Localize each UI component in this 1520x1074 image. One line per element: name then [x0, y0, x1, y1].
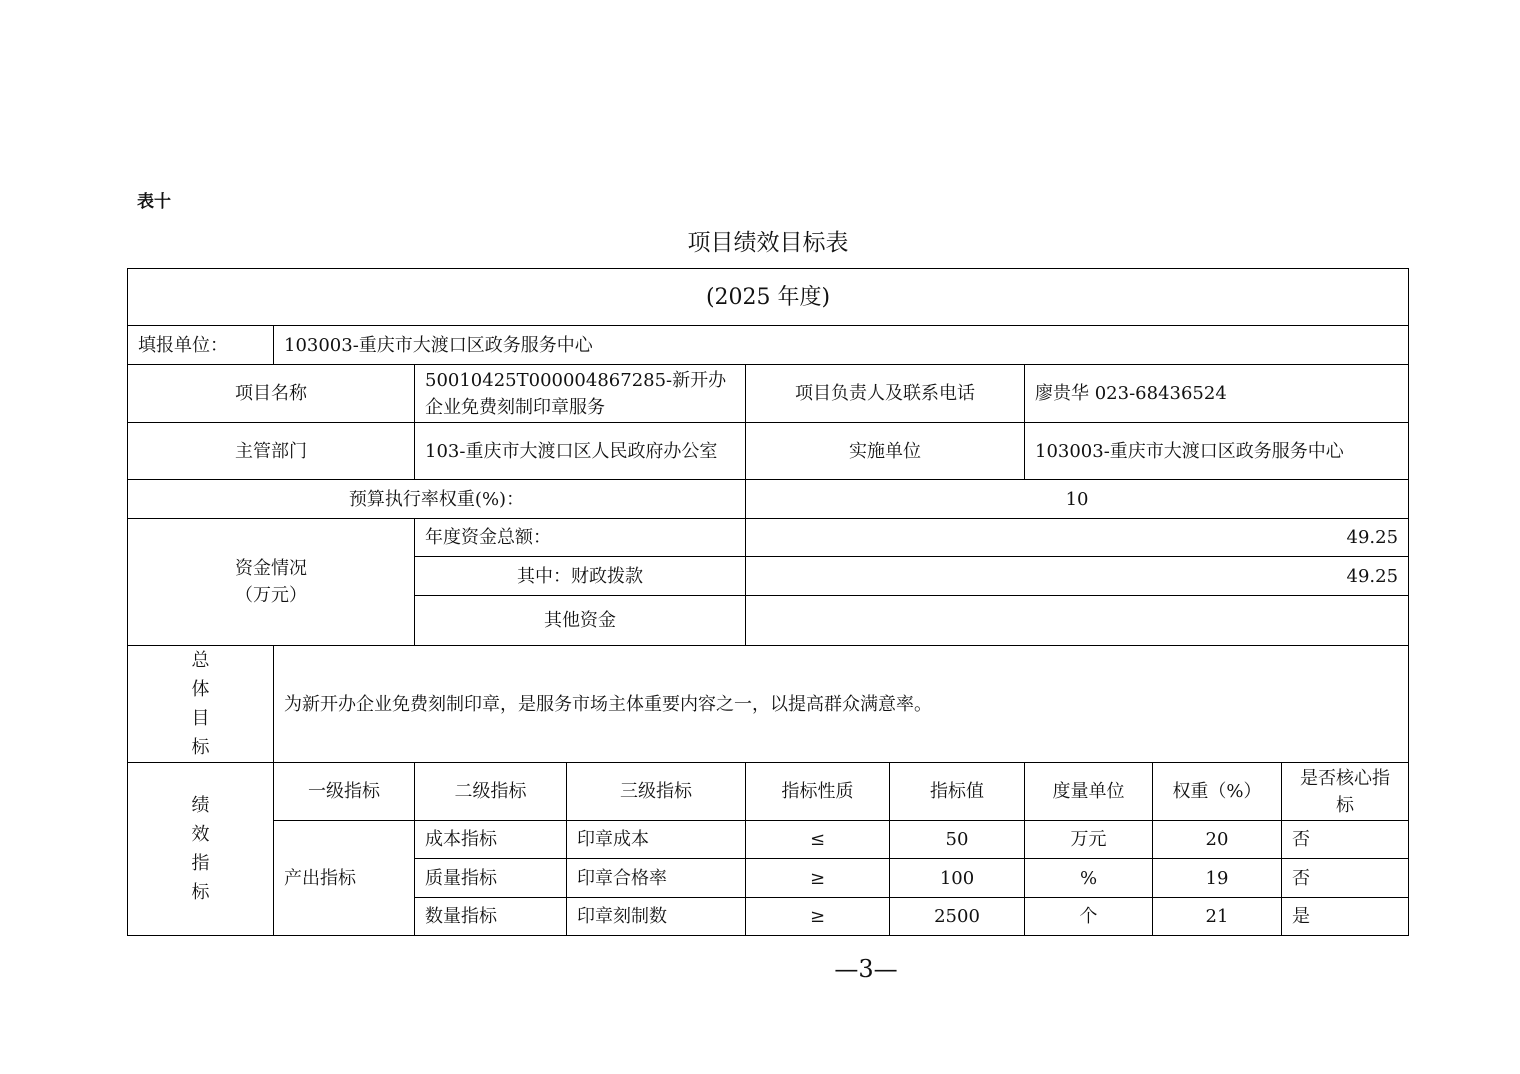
row-unit: %	[1025, 859, 1153, 898]
contact-label: 项目负责人及联系电话	[746, 365, 1025, 423]
annual-total-value: 49.25	[746, 519, 1409, 557]
header-level2: 二级指标	[415, 763, 567, 821]
fiscal-value: 49.25	[746, 557, 1409, 596]
impl-label: 实施单位	[746, 423, 1025, 480]
row-value: 100	[890, 859, 1025, 898]
overall-goal-text: 为新开办企业免费刻制印章，是服务市场主体重要内容之一，以提高群众满意率。	[274, 646, 1409, 763]
header-level3: 三级指标	[567, 763, 746, 821]
header-value: 指标值	[890, 763, 1025, 821]
funds-title: 资金情况	[235, 558, 307, 579]
indicators-label: 绩效指标	[128, 763, 274, 936]
impl-value: 103003-重庆市大渡口区政务服务中心	[1025, 423, 1409, 480]
row-level3: 印章合格率	[567, 859, 746, 898]
header-level1: 一级指标	[274, 763, 415, 821]
row-level2: 数量指标	[415, 898, 567, 936]
funds-label	[128, 519, 415, 646]
document-title: 项目绩效目标表	[687, 230, 849, 256]
project-name-value: 50010425T000004867285-新开办企业免费刻制印章服务	[415, 365, 746, 423]
row-core: 否	[1282, 821, 1409, 859]
row-weight: 19	[1153, 859, 1282, 898]
row-nature: ≥	[746, 898, 890, 936]
row-nature: ≥	[746, 859, 890, 898]
level1-output: 产出指标	[274, 821, 415, 936]
row-nature: ≤	[746, 821, 890, 859]
header-nature: 指标性质	[746, 763, 890, 821]
row-weight: 21	[1153, 898, 1282, 936]
page-number: —3—	[834, 955, 898, 983]
other-funds-value	[746, 596, 1409, 646]
row-weight: 20	[1153, 821, 1282, 859]
annual-total-label: 年度资金总额：	[415, 519, 746, 557]
funds-unit: （万元）	[235, 585, 307, 606]
row-core: 否	[1282, 859, 1409, 898]
row-level2: 成本指标	[415, 821, 567, 859]
row-value: 2500	[890, 898, 1025, 936]
performance-target-table	[127, 268, 1409, 936]
unit-label: 填报单位：	[128, 326, 274, 365]
year-header: (2025 年度)	[128, 269, 1409, 326]
fiscal-label: 其中：财政拨款	[415, 557, 746, 596]
dept-value: 103-重庆市大渡口区人民政府办公室	[415, 423, 746, 480]
budget-weight-value: 10	[746, 480, 1409, 519]
unit-value: 103003-重庆市大渡口区政务服务中心	[274, 326, 1409, 365]
dept-label: 主管部门	[128, 423, 415, 480]
row-unit: 个	[1025, 898, 1153, 936]
budget-weight-label: 预算执行率权重(%)：	[128, 480, 746, 519]
overall-goal-label: 总体目标	[128, 646, 274, 763]
contact-value: 廖贵华 023-68436524	[1025, 365, 1409, 423]
header-unit: 度量单位	[1025, 763, 1153, 821]
row-level3: 印章刻制数	[567, 898, 746, 936]
table-number-label: 表十	[137, 192, 171, 212]
row-level3: 印章成本	[567, 821, 746, 859]
project-name-label: 项目名称	[128, 365, 415, 423]
row-level2: 质量指标	[415, 859, 567, 898]
row-value: 50	[890, 821, 1025, 859]
table-row	[128, 821, 1409, 859]
row-core: 是	[1282, 898, 1409, 936]
header-core: 是否核心指标	[1282, 763, 1409, 821]
row-unit: 万元	[1025, 821, 1153, 859]
other-funds-label: 其他资金	[415, 596, 746, 646]
header-weight: 权重（%）	[1153, 763, 1282, 821]
